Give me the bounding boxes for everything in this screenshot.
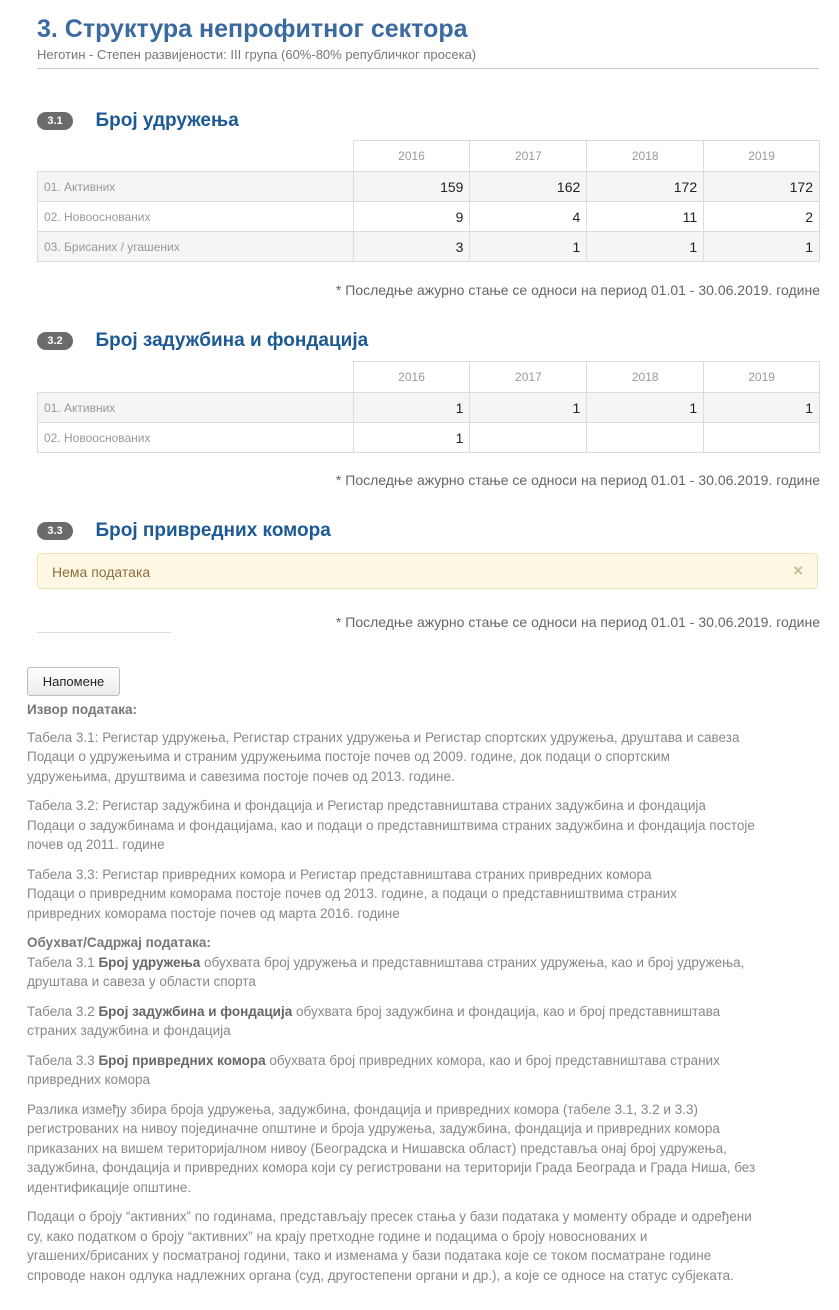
text-line: Подаци о броју “активних” по годинама, представљају пресек стања у бази података у моменту обраде и одређени	[27, 1209, 752, 1224]
table-cell: 9	[353, 202, 470, 232]
text-line: су, како податком о броју “активних” на крају претходне године и подацима о броју новоснованих и	[27, 1228, 648, 1244]
section-3-2-heading	[37, 330, 368, 354]
text-line: Подаци о привредним коморама постоје почев од 2013. године, а подаци о представништвима страних	[27, 886, 677, 901]
section-badge: 3.1	[37, 112, 73, 130]
coverage-paragraph	[27, 953, 807, 992]
coverage-paragraph	[27, 1002, 807, 1041]
text-line: приказаних на вишем територијалном нивоу (Београдска и Нишавска област) представља онај број удружења,	[27, 1140, 727, 1156]
row-label: 01. Активних	[38, 172, 354, 202]
text-rest: обухвата број удружења и представништава страних удружења, као и број удружења,	[200, 954, 745, 970]
text-prefix: Табела 3.3	[27, 1052, 99, 1068]
table-cell: 172	[587, 172, 704, 202]
table-row	[38, 172, 820, 202]
text-line: идентификације општине.	[27, 1179, 192, 1195]
page-header	[37, 14, 819, 63]
text-line: привредних коморама постоје почев од марта 2016. године	[27, 905, 400, 921]
section-title: Број привредних комора	[95, 520, 331, 541]
text-line: спроводе након одлука надлежних органа (суд, другостепени органи и др.), а које се односе на статус субјеката.	[27, 1267, 734, 1283]
table-corner-cell	[38, 141, 354, 172]
text-prefix: Табела 3.1	[27, 954, 99, 970]
header-divider	[37, 68, 819, 69]
coverage-heading: Обухват/Садржај података:	[27, 935, 211, 950]
row-label: 02. Новооснованих	[38, 423, 354, 453]
table-row	[38, 393, 820, 423]
page-subtitle: Неготин - Степен развијености: III група (60%-80% републичког просека)	[37, 47, 477, 62]
table-cell: 2	[704, 202, 820, 232]
table-cell: 159	[353, 172, 470, 202]
text-line: друштава и савеза у области спорта	[27, 974, 256, 989]
text-line: Табела 3.2: Регистар задужбина и фондација и Регистар представништава страних задужбина и фондација	[27, 798, 706, 813]
text-rest: обухвата број задужбина и фондација, као и број представништава	[292, 1003, 721, 1019]
year-header: 2016	[353, 362, 470, 393]
alert-message: Нема података	[52, 564, 151, 580]
text-line: Подаци о задужбинама и фондацијама, као и подаци о представништвима страних задужбина и фондација постоје	[27, 817, 755, 833]
table-cell: 1	[704, 232, 820, 262]
table-cell	[470, 423, 587, 453]
source-paragraph	[27, 728, 807, 787]
table-cell: 1	[353, 423, 470, 453]
year-header: 2017	[470, 362, 587, 393]
table-row	[38, 232, 820, 262]
text-line: почев од 2011. године	[27, 837, 165, 852]
table-row	[38, 423, 820, 453]
text-prefix: Табела 3.2	[27, 1003, 99, 1019]
text-line	[27, 1051, 807, 1071]
table-header-row	[38, 141, 820, 172]
text-rest: обухвата број привредних комора, као и број представништава страних	[265, 1052, 720, 1068]
source-paragraph	[27, 865, 807, 924]
table-cell: 1	[704, 393, 820, 423]
section-badge: 3.3	[37, 522, 73, 540]
row-label: 01. Активних	[38, 393, 354, 423]
year-header: 2017	[470, 141, 587, 172]
table-cell: 1	[470, 232, 587, 262]
year-header: 2018	[587, 362, 704, 393]
source-paragraph	[27, 796, 807, 855]
no-data-alert	[37, 553, 818, 589]
associations-table	[37, 140, 820, 262]
text-line: задужбина, фондација и привредних комора који су регистровани на територији Града Београда и Града Ниша, без	[27, 1160, 756, 1175]
footnote: * Последње ажурно стање се односи на период 01.01 - 30.06.2019. године	[335, 472, 820, 488]
text-line: привредних комора	[27, 1072, 150, 1087]
year-header: 2019	[704, 141, 820, 172]
section-title: Број удружења	[95, 110, 239, 131]
section-badge: 3.2	[37, 332, 73, 350]
divider	[37, 632, 171, 633]
text-line: угашених/брисаних у посматраној години, тако и изменама у бази података које се током посматране године	[27, 1248, 712, 1263]
difference-paragraph	[27, 1100, 807, 1198]
table-cell: 1	[587, 393, 704, 423]
table-cell: 172	[704, 172, 820, 202]
text-line: Разлика између збира броја удружења, задужбина, фондација и привредних комора (табеле 3.1, 3.2 и 3.3)	[27, 1101, 698, 1117]
text-line	[27, 1002, 807, 1022]
table-header-row	[38, 362, 820, 393]
text-line: регистрованих на нивоу појединачне општине и броја удружења, задужбина, фондација и привредних комора	[27, 1121, 720, 1136]
table-cell: 3	[353, 232, 470, 262]
table-cell: 162	[470, 172, 587, 202]
bold-term: Број удружења	[98, 954, 201, 970]
close-icon[interactable]: ×	[793, 561, 803, 580]
bold-term: Број привредних комора	[98, 1052, 266, 1068]
footnote: * Последње ажурно стање се односи на период 01.01 - 30.06.2019. године	[335, 282, 820, 298]
text-line: удружењима, друштвима и савезима постоје почев од 2013. године.	[27, 768, 455, 784]
footnote: * Последње ажурно стање се односи на период 01.01 - 30.06.2019. године	[335, 614, 820, 630]
table-cell	[587, 423, 704, 453]
text-line: Табела 3.1: Регистар удружења, Регистар страних удружења и Регистар спортских удружења, друштава и савеза	[27, 729, 740, 745]
table-cell: 1	[470, 393, 587, 423]
notes-panel	[27, 700, 807, 1295]
table-cell	[704, 423, 820, 453]
row-label: 03. Брисаних / угашених	[38, 232, 354, 262]
section-title: Број задужбина и фондација	[95, 330, 369, 351]
page-title: 3. Структура непрофитног сектора	[37, 15, 468, 43]
table-corner-cell	[38, 362, 354, 393]
table-cell: 4	[470, 202, 587, 232]
year-header: 2019	[704, 362, 820, 393]
text-line: Подаци о удружењима и страним удружењима постоје почев од 2009. године, док подаци о спортским	[27, 749, 670, 764]
notes-button[interactable]: Напомене	[27, 667, 120, 696]
table-row	[38, 202, 820, 232]
table-cell: 11	[587, 202, 704, 232]
table-cell: 1	[353, 393, 470, 423]
table-cell: 1	[587, 232, 704, 262]
foundations-table	[37, 361, 820, 453]
row-label: 02. Новооснованих	[38, 202, 354, 232]
bold-term: Број задужбина и фондација	[98, 1003, 293, 1019]
text-line: страних задужбина и фондација	[27, 1023, 231, 1038]
text-line	[27, 953, 807, 973]
text-line: Табела 3.3: Регистар привредних комора и Регистар представништава страних привредних комора	[27, 866, 652, 882]
section-3-3-heading	[37, 520, 331, 544]
section-3-1-heading	[37, 110, 239, 134]
source-heading: Извор података:	[27, 702, 137, 717]
coverage-paragraph	[27, 1051, 807, 1090]
year-header: 2016	[353, 141, 470, 172]
year-header: 2018	[587, 141, 704, 172]
active-paragraph	[27, 1207, 807, 1285]
